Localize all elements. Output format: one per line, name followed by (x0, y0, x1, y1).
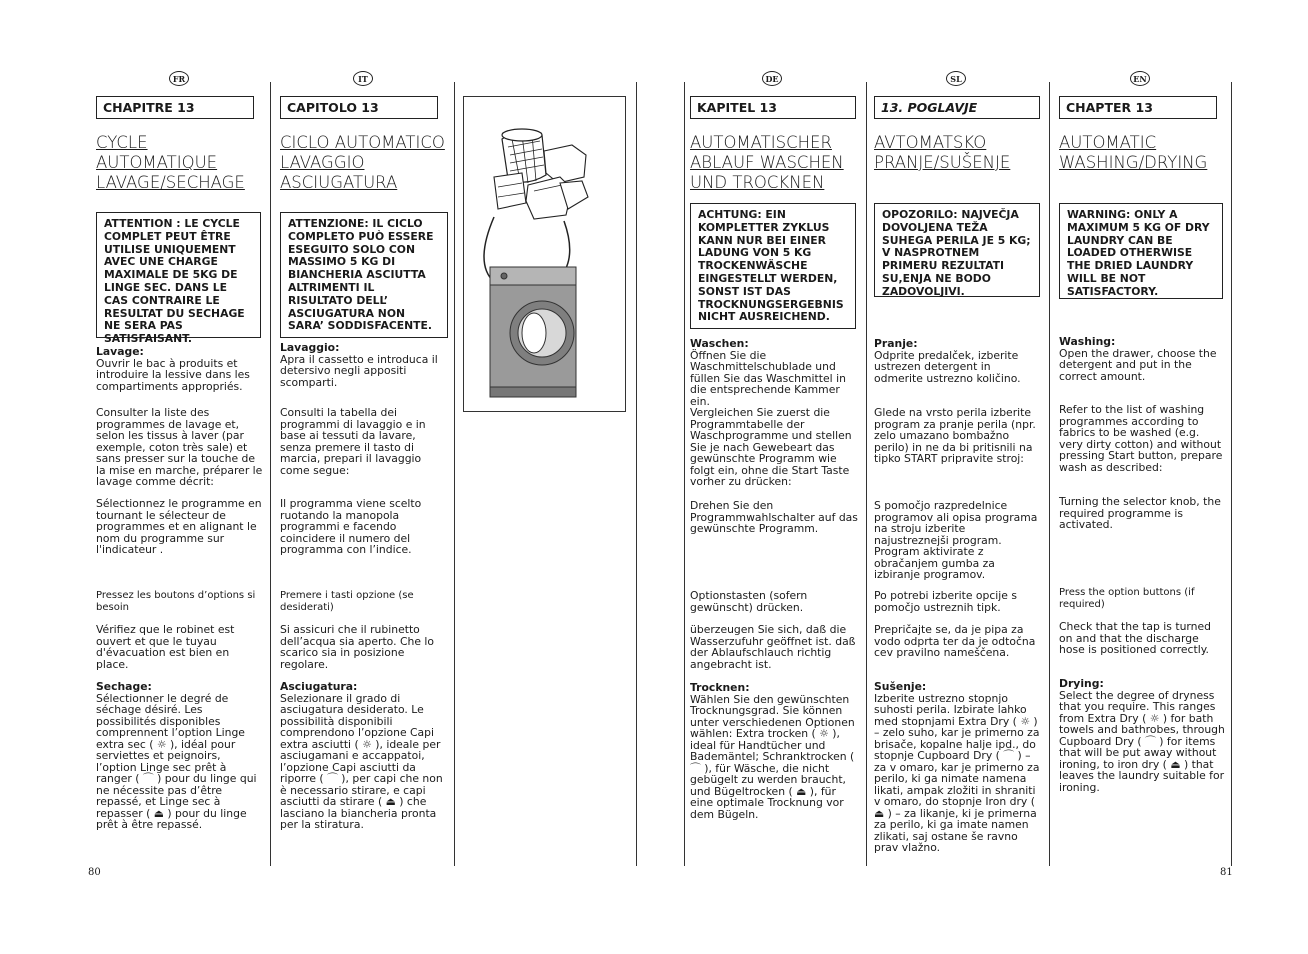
wash-heading: Pranje: (874, 337, 918, 350)
lang-badge-de: DE (762, 71, 782, 86)
wash-step-4: Premere i tasti opzione (se desiderati) (280, 590, 414, 613)
wash-step-3: Drehen Sie den Programmwahlschalter auf das gewünschte Programm. (690, 499, 858, 535)
section-title: CICLO AUTOMATICO LAVAGGIO ASCIUGATURA (280, 133, 445, 192)
dry-text: Wählen Sie den gewünschten Trocknungsgrad. Sie können unter verschiedenen Optionen wählen: Extra trocken ( ☼ ), ideal für Handtücher und Bademäntel; Schranktrocken ( ⌒ ), für Wäsche, die nicht gebügelt zu werden braucht, und Bügeltrocken ( ⏏ ), für eine optimale Trocknung vor dem Bügeln. (690, 692, 855, 821)
dry-text: Select the degree of dryness that you require. This ranges from Extra Dry ( ☼ ) for bath towels and bathrobes, through Cupboard Dry ( ⌒ ) for items that will be put away without ironing, to iron dry ( ⏏ ) that leaves the laundry suitable for ironing. (1059, 688, 1225, 794)
warning-box: OPOZORILO: NAJVEČJA DOVOLJENA TEŽA SUHEGA PERILA JE 5 KG; V NASPROTNEM PRIMERU REZULTATI SU,ENJA NE BODO ZADOVOLJIVI. (874, 203, 1040, 297)
wash-heading: Washing: (1059, 335, 1116, 348)
wash-step-5: Vérifiez que le robinet est ouvert et que le tuyau d'évacuation est bien en place. (96, 623, 235, 671)
wash-step-3: Sélectionnez le programme en tournant le sélecteur de programmes et en alignant le nom du programme sur l'indicateur . (96, 497, 262, 556)
dry-text: Izberite ustrezno stopnjo suhosti perila. Izbirate lahko med stopnjami Extra Dry ( ☼ ) – zelo suho, kar je primerno za brisače, kopalne halje ipd., do stopnje Cupboard Dry ( ⌒ ) – za v omaro, kar je primerno za perilo, ki ga nimate namena likati, ampak zložiti in shraniti v omaro, do stopnje Iron dry ( ⏏ ) – za likanje, ki je primerna za perilo, ki ga imate namen zlikati, saj ostane še ravno prav vlažno. (874, 691, 1040, 854)
wash-step-2: Vergleichen Sie zuerst die Programmtabelle der Waschprogramme und stellen Sie je nach Gewebeart das gewünschte Programm wie folgt ein, ohne die Start Taste vorher zu drücken: (690, 406, 852, 488)
section-title: CYCLE AUTOMATIQUE LAVAGE/SECHAGE (96, 133, 245, 192)
wash-step-4: Press the option buttons (if required) (1059, 587, 1195, 610)
column-divider (454, 82, 455, 866)
page-number-left: 80 (88, 867, 101, 878)
wash-step-1: Open the drawer, choose the detergent and put in the correct amount. (1059, 346, 1217, 383)
warning-box: ATTENTION : LE CYCLE COMPLET PEUT ÊTRE UTILISE UNIQUEMENT AVEC UNE CHARGE MAXIMALE DE 5KG DE LINGE SEC. DANS LE CAS CONTRAIRE LE RESULTAT DU SECHAGE NE SERA PAS SATISFAISANT. (96, 212, 261, 338)
wash-step-4: Pressez les boutons d’options si besoin (96, 590, 256, 613)
wash-step-2: Consulter la liste des programmes de lavage et, selon les tissus à laver (par exemple, coton très sale) et sans presser sur la touche de la mise en marche, préparer le lavage comme décrit: (96, 406, 263, 488)
section-title: AUTOMATISCHER ABLAUF WASCHEN UND TROCKNEN (690, 133, 844, 192)
wash-step-4: Po potrebi izberite opcije s pomočjo ustreznih tipk. (874, 589, 1017, 614)
wash-step-1: Öffnen Sie die Waschmittelschublade und füllen Sie das Waschmittel in die entsprechende Kammer ein. (690, 348, 846, 408)
wash-heading: Lavage: (96, 345, 144, 358)
column-divider (866, 82, 867, 866)
wash-step-5: Prepričajte se, da je pipa za vodo odprta ter da je odtočna cev pravilno nameščena. (874, 623, 1036, 659)
chapter-heading: 13. POGLAVJE (874, 96, 1040, 119)
warning-box: ATTENZIONE: IL CICLO COMPLETO PUÒ ESSERE ESEGUITO SOLO CON MASSIMO 5 KG DI BIANCHERIA ASCIUTTA ALTRIMENTI IL RISULTATO DELL’ ASCIUGATURA NON SARA’ SODDISFACENTE. (280, 212, 448, 338)
dry-heading: Sechage: (96, 680, 152, 693)
wash-step-1: Odprite predalček, izberite ustrezen detergent in odmerite ustrezno količino. (874, 348, 1021, 385)
column-divider (636, 82, 637, 866)
lang-badge-en: EN (1130, 71, 1150, 86)
wash-step-2: Glede na vrsto perila izberite program za pranje perila (npr. zelo umazano bombažno perilo) in ne da bi pritisnili na tipko START pripravite stroj: (874, 406, 1036, 465)
wash-step-5: Si assicuri che il rubinetto dell’acqua sia aperto. Che lo scarico sia in posizione regolare. (280, 623, 435, 671)
column-divider (270, 82, 271, 866)
chapter-heading: CHAPITRE 13 (96, 96, 254, 119)
warning-box: WARNING: ONLY A MAXIMUM 5 KG OF DRY LAUNDRY CAN BE LOADED OTHERWISE THE DRIED LAUNDRY WILL BE NOT SATISFACTORY. (1059, 203, 1223, 299)
dry-heading: Trocknen: (690, 681, 750, 694)
wash-step-5: überzeugen Sie sich, daß die Wasserzufuhr geöffnet ist. daß der Ablaufschlauch richtig angebracht ist. (690, 623, 856, 671)
dry-heading: Drying: (1059, 677, 1104, 690)
column-divider (1231, 82, 1232, 866)
washing-machine-icon (490, 267, 576, 397)
lang-badge-fr: FR (169, 71, 189, 86)
dry-text: Selezionare il grado di asciugatura desiderato. Le possibilità disponibili comprendono l’opzione Capi extra asciutti ( ☼ ), ideale per asciugamani e accappatoi, l’opzione Capi asciutti da riporre ( ⌒ ), per capi che non è necessario stirare, e capi asciutti da stirare ( ⏏ ) che lasciano la biancheria pronta per la stiratura. (280, 691, 443, 831)
wash-step-2: Consulti la tabella dei programmi di lavaggio e in base ai tessuti da lavare, senza premere il tasto di marcia, prepari il lavaggio come segue: (280, 406, 426, 477)
wash-step-5: Check that the tap is turned on and that the discharge hose is positioned correctly. (1059, 620, 1212, 656)
wash-step-3: S pomočjo razpredelnice programov ali opisa programa na stroju izberite najustreznejši program. Program aktivirate z obračanjem gumba za izbiranje programov. (874, 499, 1038, 581)
laundry-illustration (463, 96, 626, 412)
wash-step-1: Apra il cassetto e introduca il detersivo negli appositi scomparti. (280, 352, 438, 389)
dry-text: Sélectionner le degré de séchage désiré. Les possibilités disponibles comprennent l’option Linge extra sec ( ☼ ), idéal pour serviettes et peignoirs, l’option Linge sec prêt à ranger ( ⌒ ) pour du linge qui ne nécessite pas d’être repassé, et Linge sec à repasser ( ⏏ ) pour du linge prêt à être repassé. (96, 691, 257, 831)
chapter-heading: CAPITOLO 13 (280, 96, 438, 119)
warning-box: ACHTUNG: EIN KOMPLETTER ZYKLUS KANN NUR BEI EINER LADUNG VON 5 KG TROCKENWÄSCHE EINGESTELLT WERDEN, SONST IST DAS TROCKNUNGSERGEBNIS NICHT AUSREICHEND. (690, 203, 856, 329)
wash-step-3: Il programma viene scelto ruotando la manopola programmi e facendo coincidere il numero del programma con l’indice. (280, 497, 422, 556)
column-divider (1049, 82, 1050, 866)
lang-badge-sl: SL (946, 71, 966, 86)
wash-step-3: Turning the selector knob, the required programme is activated. (1059, 495, 1221, 531)
dry-heading: Sušenje: (874, 680, 927, 693)
wash-step-2: Refer to the list of washing programmes according to fabrics to be washed (e.g. very dirty cotton) and without pressing Start button, prepare wash as described: (1059, 403, 1223, 474)
lang-badge-it: IT (353, 71, 373, 86)
chapter-heading: CHAPTER 13 (1059, 96, 1217, 119)
section-title: AVTOMATSKO PRANJE/SUŠENJE (874, 133, 1011, 172)
column-divider (684, 82, 685, 866)
wash-heading: Lavaggio: (280, 341, 340, 354)
wash-heading: Waschen: (690, 337, 749, 350)
chapter-heading: KAPITEL 13 (690, 96, 856, 119)
page-number-right: 81 (1220, 867, 1233, 878)
wash-step-4: Optionstasten (sofern gewünscht) drücken. (690, 589, 808, 614)
dry-heading: Asciugatura: (280, 680, 358, 693)
wash-step-1: Ouvrir le bac à produits et introduire la lessive dans les compartiments appropriés. (96, 356, 250, 393)
section-title: AUTOMATIC WASHING/DRYING (1059, 133, 1208, 172)
